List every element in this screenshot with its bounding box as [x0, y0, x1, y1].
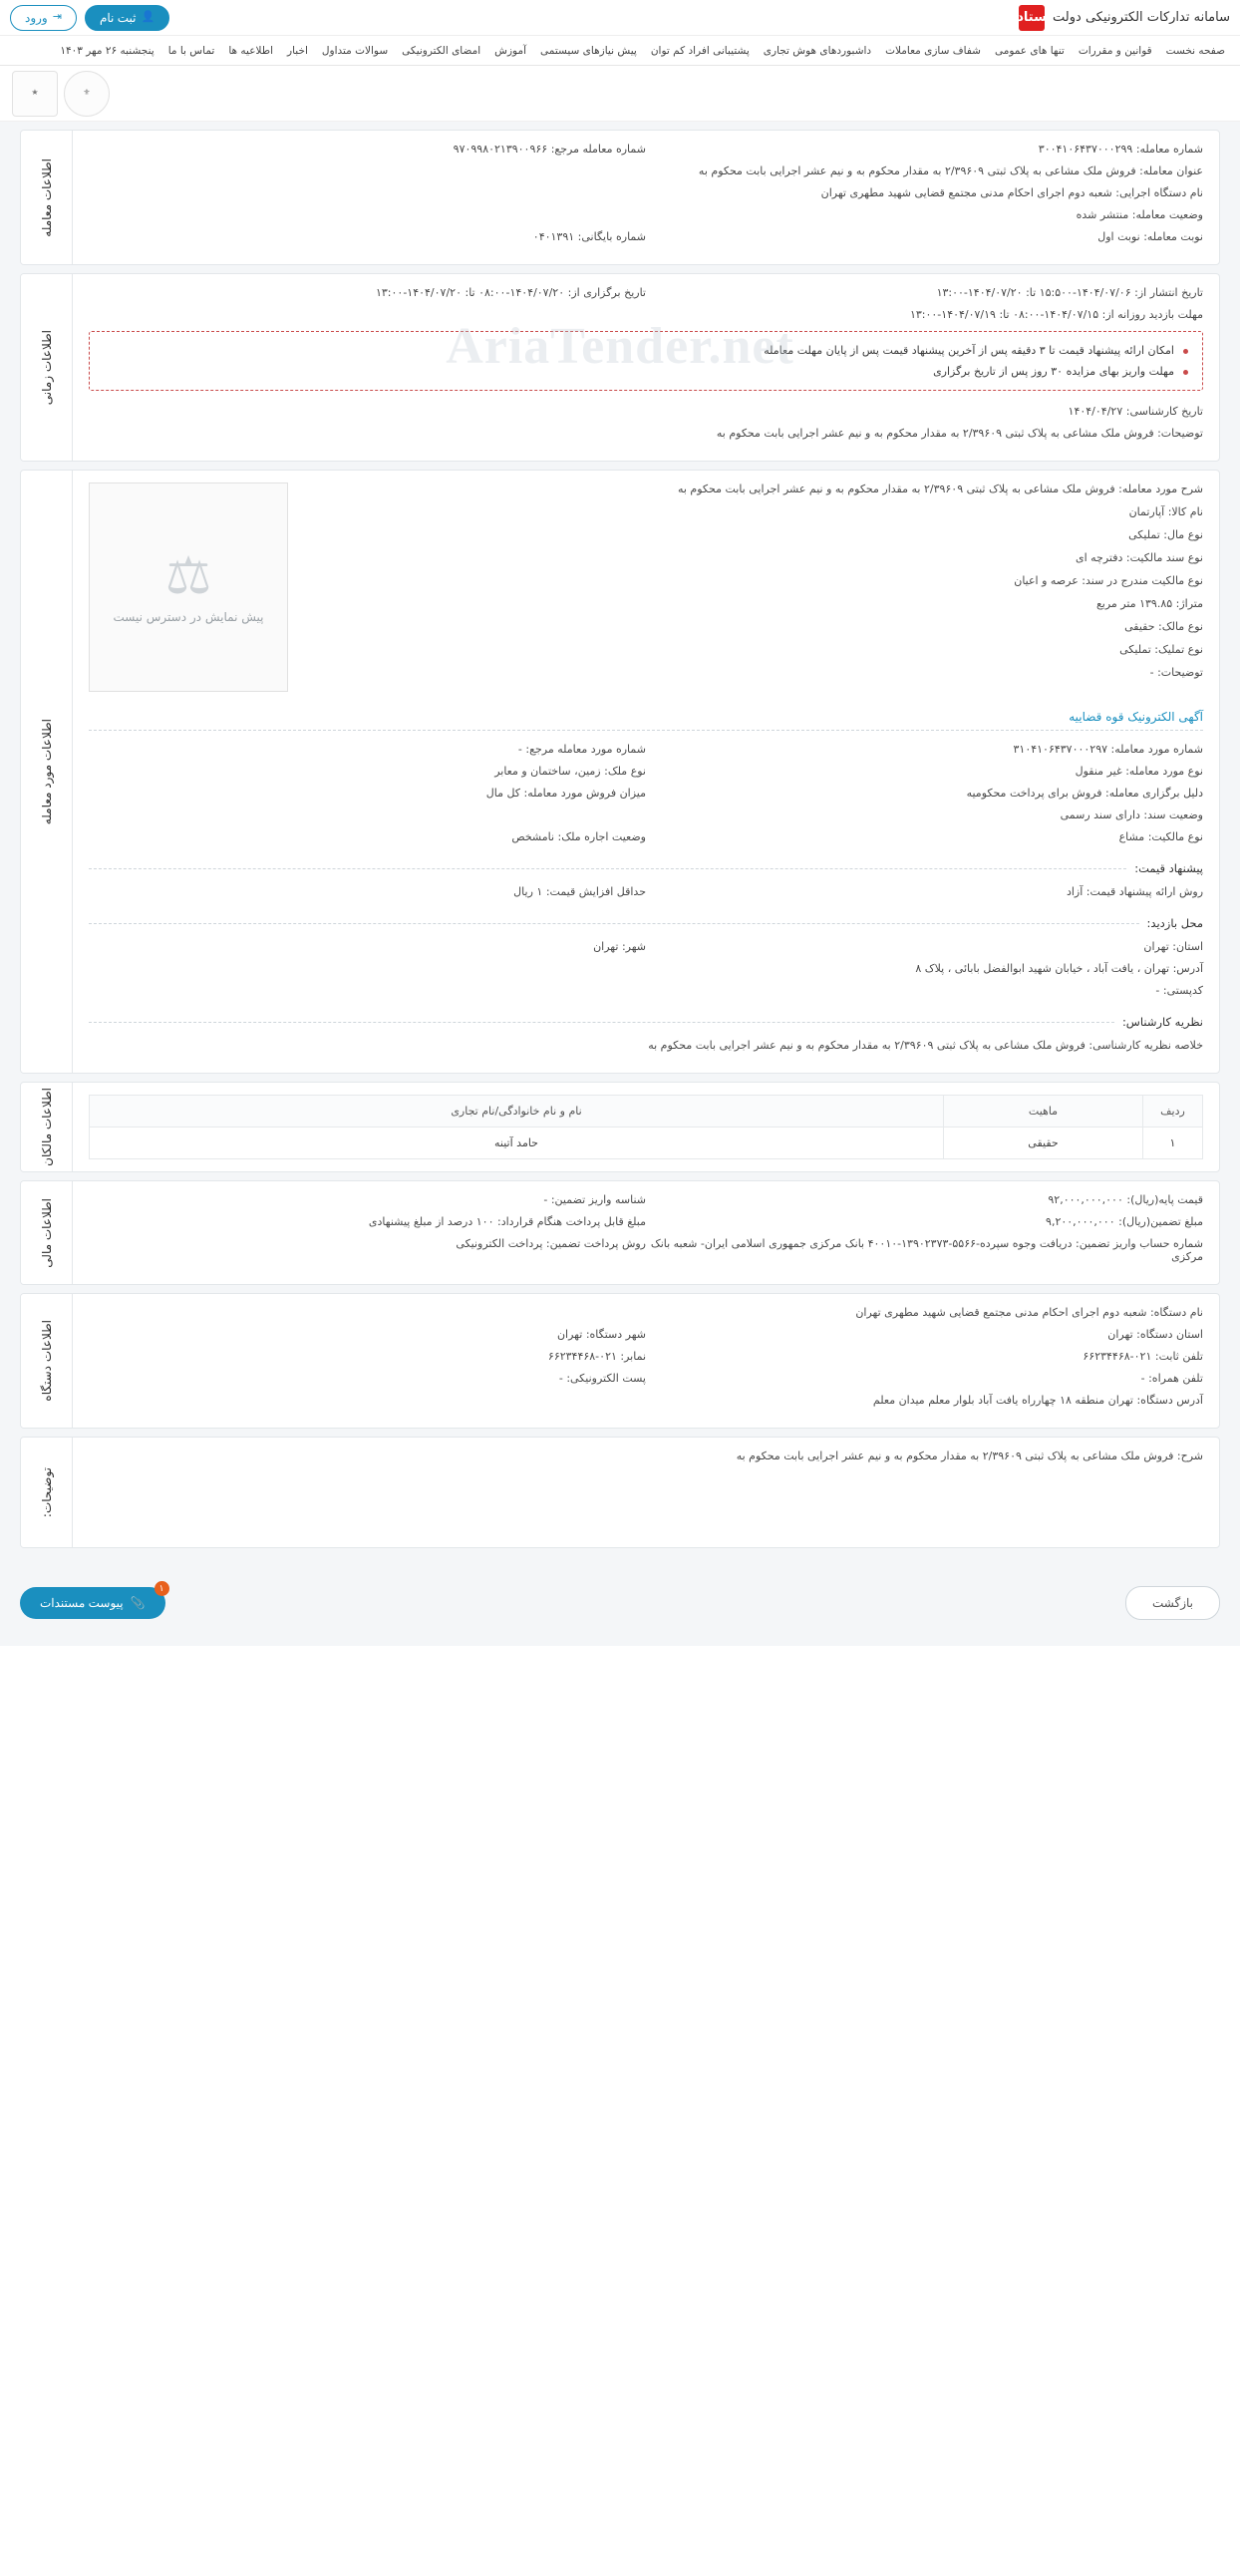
agency-mobile-value: - — [1140, 1372, 1145, 1385]
asset-type-label: نوع مال: — [1163, 528, 1203, 541]
sale-amount-value: کل مال — [485, 787, 521, 800]
transaction-info-body — [73, 131, 1219, 264]
owner-row-name: حامد آتینه — [90, 1127, 944, 1159]
visit-to-label: تا: — [999, 308, 1010, 321]
owners-table-header-row — [90, 1096, 1203, 1127]
publish-to-label: تا: — [1026, 286, 1037, 299]
owners-col-name: نام و نام خانوادگی/نام تجاری — [90, 1096, 944, 1127]
subject-number-label: شماره مورد معامله: — [1110, 743, 1203, 756]
guarantee-account-label: شماره حساب واریز تضمین: — [1076, 1237, 1203, 1250]
hold-from-label: تاریخ برگزاری از: — [567, 286, 646, 299]
signup-label: ثبت نام — [99, 10, 137, 25]
address-value: تهران ، یافت آباد ، خیابان شهید ابوالفضل بابائی ، پلاک ۸ — [915, 962, 1170, 975]
notes-info-side-label — [21, 1438, 73, 1547]
owners-col-index: ردیف — [1143, 1096, 1203, 1127]
attachments-button[interactable] — [20, 1583, 165, 1619]
area-label: متراژ: — [1175, 597, 1203, 610]
transaction-title-value: فروش ملک مشاعی به پلاک ثبتی ۲/۳۹۶۰۹ به مقدار محکوم به و نیم عشر اجرایی بابت محکوم به — [698, 164, 1136, 177]
ref-transaction-number-label: شماره معامله مرجع: — [550, 143, 646, 156]
agency-title-label: نام دستگاه: — [1149, 1306, 1203, 1319]
notes-text-value: فروش ملک مشاعی به پلاک ثبتی ۲/۳۹۶۰۹ به مقدار محکوم به و نیم عشر اجرایی بابت محکوم به — [736, 1449, 1174, 1462]
min-increment-value: ۱ ریال — [513, 885, 543, 898]
transaction-number-label: شماره معامله: — [1135, 143, 1203, 156]
price-proposal-title: پیشنهاد قیمت: — [1134, 861, 1203, 875]
login-icon: ⇥ — [52, 11, 62, 23]
ref-transaction-number-value: ۹۷۰۹۹۸۰۲۱۳۹۰۰۹۶۶ — [453, 143, 548, 156]
asset-type-value: تملیکی — [1128, 528, 1160, 541]
time-description-label: توضیحات: — [1157, 427, 1203, 440]
time-notes-box — [89, 331, 1203, 391]
owner-type-label: نوع مالک: — [1158, 620, 1203, 633]
subject-number-value: ۳۱۰۴۱۰۶۴۳۷۰۰۰۲۹۷ — [1013, 743, 1108, 756]
rent-status-label: وضعیت اجاره ملک: — [557, 830, 646, 843]
agency-fax-label: نمابر: — [620, 1350, 646, 1363]
publish-to-value: ۱۴۰۴/۰۷/۲۰-۱۳:۰۰ — [936, 286, 1023, 299]
agency-name-value: شعبه دوم اجرای احکام مدنی مجتمع قضایی شهید مطهری تهران — [820, 186, 1112, 199]
user-plus-icon: 👤 — [141, 11, 155, 23]
card-transaction-info — [20, 130, 1220, 265]
postal-code-value: - — [1155, 984, 1160, 997]
property-type-label: نوع ملک: — [604, 765, 646, 778]
emblem-strip — [0, 66, 1240, 122]
transaction-title-label: عنوان معامله: — [1139, 164, 1203, 177]
financial-info-side-text: اطلاعات مالی — [39, 1197, 54, 1268]
owners-info-body — [73, 1083, 1219, 1171]
divider-expert — [89, 1022, 1114, 1023]
subject-notes-label: توضیحات: — [1157, 666, 1203, 679]
financial-info-body — [73, 1181, 1219, 1284]
base-price-label: قیمت پایه(ریال): — [1126, 1193, 1203, 1206]
table-row — [90, 1127, 1203, 1159]
goods-name-label: نام کالا: — [1167, 505, 1203, 518]
visit-to-value: ۱۴۰۴/۰۷/۱۹-۱۳:۰۰ — [909, 308, 996, 321]
agency-address-label: آدرس دستگاه: — [1136, 1394, 1203, 1407]
preview-unavailable-text: پیش نمایش در دسترس نیست — [113, 610, 264, 624]
owner-row-nature: حقیقی — [944, 1127, 1143, 1159]
agency-info-body — [73, 1294, 1219, 1428]
ownership-in-deed-value: عرصه و اعیان — [1014, 574, 1079, 587]
transaction-info-side-text: اطلاعات معامله — [39, 158, 54, 237]
page-content — [0, 122, 1240, 1576]
expert-date-label: تاریخ کارشناسی: — [1125, 405, 1203, 418]
deed-status-value: دارای سند رسمی — [1060, 808, 1140, 821]
sale-amount-label: میزان فروش مورد معامله: — [523, 787, 646, 800]
price-proposal-heading — [89, 861, 1203, 875]
agency-info-side-label — [21, 1294, 73, 1428]
login-button[interactable] — [10, 5, 77, 31]
ownership-type-label: نوع مالکیت: — [1147, 830, 1203, 843]
transaction-status-value: منتشر شده — [1076, 208, 1129, 221]
time-description-value: فروش ملک مشاعی به پلاک ثبتی ۲/۳۹۶۰۹ به مقدار محکوم به و نیم عشر اجرایی بابت محکوم به — [716, 427, 1154, 440]
agency-name-label: نام دستگاه اجرایی: — [1115, 186, 1203, 199]
deed-type-value: دفترچه ای — [1075, 551, 1123, 564]
subject-notes-value: - — [1149, 666, 1154, 679]
visit-location-title: محل بازدید: — [1146, 916, 1203, 930]
agency-fax-value: ۰۲۱-۶۶۲۳۴۴۶۸ — [547, 1350, 617, 1363]
signup-button[interactable] — [85, 5, 169, 31]
visit-location-heading — [89, 916, 1203, 930]
nav-item-1[interactable]: قوانین و مقررات — [1078, 44, 1152, 57]
owner-row-index: ۱ — [1143, 1127, 1203, 1159]
expert-opinion-title: نظریه کارشناس: — [1121, 1015, 1203, 1029]
agency-phone-value: ۰۲۱-۶۶۲۳۴۴۶۸ — [1083, 1350, 1152, 1363]
goods-name-value: آپارتمان — [1128, 505, 1165, 518]
postal-code-label: کدپستی: — [1162, 984, 1203, 997]
area-value: ۱۳۹.۸۵ متر مربع — [1095, 597, 1173, 610]
agency-mobile-label: تلفن همراه: — [1148, 1372, 1203, 1385]
watermark: AriaTender.net — [446, 318, 794, 375]
notes-info-side-text: توضیحات: — [39, 1466, 54, 1518]
hold-to-label: تا: — [465, 286, 475, 299]
agency-address-value: تهران منطقه ۱۸ چهارراه یافت آباد بلوار معلم میدان معلم — [872, 1394, 1133, 1407]
main-nav — [0, 36, 1240, 66]
expert-summary-label: خلاصه نظریه کارشناسی: — [1088, 1039, 1203, 1052]
city-label: شهر: — [621, 940, 646, 953]
archive-number-label: شماره بایگانی: — [577, 230, 646, 243]
transaction-status-label: وضعیت معامله: — [1131, 208, 1203, 221]
transaction-round-label: نوبت معامله: — [1143, 230, 1203, 243]
nav-item-2[interactable]: تنها های عمومی — [994, 44, 1065, 57]
owners-info-side-label — [21, 1083, 73, 1171]
time-note-0: امکان ارائه پیشنهاد قیمت تا ۳ دقیقه پس از آخرین پیشنهاد قیمت پس از پایان مهلت معامله — [104, 344, 1188, 357]
deed-status-label: وضعیت سند: — [1143, 808, 1203, 821]
nav-item-3[interactable]: شفاف سازی معاملات — [885, 44, 981, 57]
agency-city-label: شهر دستگاه: — [585, 1328, 646, 1341]
site-title: سامانه تدارکات الکترونیکی دولت — [1053, 10, 1230, 25]
judicial-notice-title: آگهی الکترونیک قوه قضاییه — [89, 710, 1203, 731]
transaction-number-value: ۳۰۰۴۱۰۶۴۳۷۰۰۰۲۹۹ — [1038, 143, 1133, 156]
transaction-round-value: نوبت اول — [1097, 230, 1140, 243]
subject-type-label: نوع مورد معامله: — [1125, 765, 1203, 778]
owners-col-nature: ماهیت — [944, 1096, 1143, 1127]
archive-number-value: ۰۴۰۱۳۹۱ — [532, 230, 575, 243]
contract-payment-label: مبلغ قابل پرداخت هنگام قرارداد: — [497, 1215, 646, 1228]
organization-emblem-icon: ★ — [12, 71, 58, 117]
time-info-side-text: اطلاعات زمانی — [39, 329, 54, 406]
nav-item-9[interactable]: سوالات متداول — [321, 44, 389, 57]
guarantee-id-label: شناسه واریز تضمین: — [550, 1193, 646, 1206]
price-method-label: روش ارائه پیشنهاد قیمت: — [1085, 885, 1203, 898]
divider-visit — [89, 923, 1139, 924]
city-value: تهران — [593, 940, 619, 953]
subject-info-body — [73, 471, 1219, 1073]
auth-buttons — [10, 5, 169, 31]
province-label: استان: — [1172, 940, 1203, 953]
notes-text-label: شرح: — [1176, 1449, 1203, 1462]
brand-area — [1019, 5, 1230, 31]
nav-item-6[interactable]: پیش نیازهای سیستمی — [540, 44, 637, 57]
publish-from-label: تاریخ انتشار از: — [1134, 286, 1203, 299]
owner-type-value: حقیقی — [1124, 620, 1155, 633]
reason-value: فروش برای پرداخت محکومیه — [966, 787, 1102, 800]
acquisition-type-label: نوع تملیک: — [1154, 643, 1203, 656]
agency-city-value: تهران — [556, 1328, 583, 1341]
agency-province-label: استان دستگاه: — [1136, 1328, 1203, 1341]
back-button[interactable]: بازگشت — [1125, 1586, 1220, 1620]
gavel-icon: ⚖ — [164, 546, 212, 606]
nav-item-7[interactable]: آموزش — [494, 44, 527, 57]
owners-info-side-text: اطلاعات مالکان — [39, 1088, 54, 1166]
top-bar — [0, 0, 1240, 36]
time-info-side-label — [21, 274, 73, 461]
visit-from-label: مهلت بازدید روزانه از: — [1101, 308, 1203, 321]
contract-payment-value: ۱۰۰ درصد از مبلغ پیشنهادی — [368, 1215, 494, 1228]
guarantee-amount-value: ۹,۲۰۰,۰۰۰,۰۰۰ — [1046, 1215, 1115, 1228]
nav-item-8[interactable]: امضای الکترونیکی — [402, 44, 481, 57]
nav-item-5[interactable]: پشتیبانی افراد کم توان — [650, 44, 750, 57]
iran-emblem-icon: ⚜ — [64, 71, 110, 117]
agency-phone-label: تلفن ثابت: — [1154, 1350, 1203, 1363]
notes-info-body — [73, 1438, 1219, 1547]
publish-from-value: ۱۴۰۴/۰۷/۰۶-۱۵:۵۰۰ — [1039, 286, 1131, 299]
property-type-value: زمین، ساختمان و معابر — [494, 765, 601, 778]
acquisition-type-value: تملیکی — [1119, 643, 1151, 656]
guarantee-id-value: - — [543, 1193, 548, 1206]
rent-status-value: نامشخص — [511, 830, 555, 843]
card-agency-info — [20, 1293, 1220, 1429]
base-price-value: ۹۲,۰۰۰,۰۰۰,۰۰۰ — [1048, 1193, 1123, 1206]
ownership-in-deed-label: نوع مالکیت مندرج در سند: — [1082, 574, 1203, 587]
visit-from-value: ۱۴۰۴/۰۷/۱۵-۰۸:۰۰ — [1013, 308, 1099, 321]
nav-item-11[interactable]: اطلاعیه ها — [228, 44, 274, 57]
agency-province-value: تهران — [1107, 1328, 1133, 1341]
bottom-action-bar — [0, 1576, 1240, 1646]
hold-from-value: ۱۴۰۴/۰۷/۲۰-۰۸:۰۰ — [478, 286, 565, 299]
nav-date-label: پنجشنبه ۲۶ مهر ۱۴۰۳ — [60, 44, 155, 57]
subject-type-value: غیر منقول — [1075, 765, 1122, 778]
subject-info-side-text: اطلاعات مورد معامله — [39, 718, 54, 825]
expert-opinion-heading — [89, 1015, 1203, 1029]
attachments-label: پیوست مستندات — [40, 1596, 124, 1610]
subject-desc-value: فروش ملک مشاعی به پلاک ثبتی ۲/۳۹۶۰۹ به مقدار محکوم به و نیم عشر اجرایی بابت محکوم به — [677, 483, 1115, 495]
payment-method-value: پرداخت الکترونیکی — [456, 1237, 543, 1250]
ownership-type-value: مشاع — [1118, 830, 1145, 843]
login-label: ورود — [25, 10, 48, 25]
ref-subject-number-value: - — [517, 743, 522, 756]
nav-item-4[interactable]: داشبوردهای هوش تجاری — [763, 44, 872, 57]
payment-method-label: روش پرداخت تضمین: — [545, 1237, 646, 1250]
deed-type-label: نوع سند مالکیت: — [1125, 551, 1203, 564]
subject-desc-label: شرح مورد معامله: — [1118, 483, 1203, 495]
province-value: تهران — [1143, 940, 1169, 953]
transaction-info-side-label — [21, 131, 73, 264]
agency-info-side-text: اطلاعات دستگاه — [39, 1320, 54, 1402]
agency-title-value: شعبه دوم اجرای احکام مدنی مجتمع قضایی شهید مطهری تهران — [855, 1306, 1147, 1319]
nav-item-10[interactable]: اخبار — [287, 44, 308, 57]
ref-subject-number-label: شماره مورد معامله مرجع: — [525, 743, 646, 756]
nav-item-0[interactable]: صفحه نخست — [1165, 44, 1225, 57]
expert-summary-value: فروش ملک مشاعی به پلاک ثبتی ۲/۳۹۶۰۹ به مقدار محکوم به و نیم عشر اجرایی بابت محکوم به — [648, 1039, 1085, 1052]
agency-email-label: پست الکترونیکی: — [566, 1372, 646, 1385]
time-note-1: مهلت واریز بهای مزایده ۳۰ روز پس از تاریخ برگزاری — [104, 365, 1188, 378]
owners-table — [89, 1095, 1203, 1159]
time-info-body — [73, 274, 1219, 461]
financial-info-side-label — [21, 1181, 73, 1284]
attachments-count-badge: ۱ — [155, 1581, 169, 1596]
guarantee-amount-label: مبلغ تضمین(ریال): — [1118, 1215, 1203, 1228]
paperclip-icon: 📎 — [130, 1596, 146, 1610]
subject-details-column — [308, 483, 1203, 689]
setad-logo-icon: ستاد — [1019, 5, 1045, 31]
subject-info-side-label — [21, 471, 73, 1073]
hold-to-value: ۱۴۰۴/۰۷/۲۰-۱۳:۰۰ — [375, 286, 462, 299]
agency-email-value: - — [558, 1372, 563, 1385]
address-label: آدرس: — [1172, 962, 1203, 975]
preview-image-box — [89, 483, 288, 692]
card-notes-info — [20, 1437, 1220, 1548]
reason-label: دلیل برگزاری معامله: — [1105, 787, 1203, 800]
card-financial-info — [20, 1180, 1220, 1285]
min-increment-label: حداقل افزایش قیمت: — [545, 885, 646, 898]
card-time-info — [20, 273, 1220, 462]
guarantee-account-value: دریافت وجوه سپرده-۵۵۶۶-۱۳۹۰۲۳۷۳-۴۰۰۱۰ بانک مرکزی جمهوری اسلامی ایران- شعبه بانک مرکزی — [650, 1237, 1203, 1263]
card-subject-info — [20, 470, 1220, 1074]
price-method-value: آزاد — [1066, 885, 1084, 898]
divider-price — [89, 868, 1126, 869]
card-owners-info — [20, 1082, 1220, 1172]
nav-item-12[interactable]: تماس با ما — [167, 44, 215, 57]
expert-date-value: ۱۴۰۴/۰۴/۲۷ — [1068, 405, 1123, 418]
